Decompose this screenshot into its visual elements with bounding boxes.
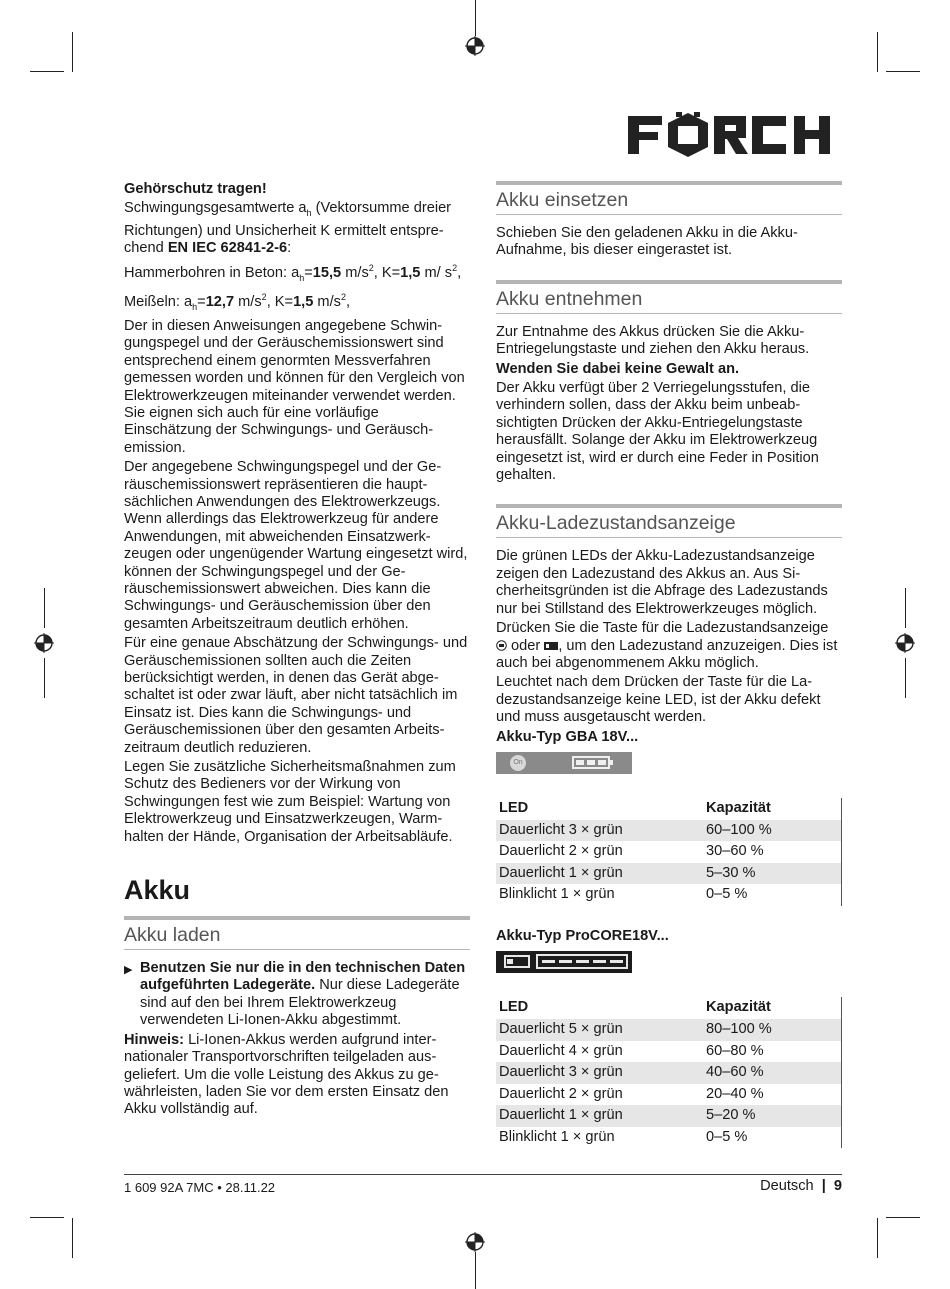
table-row — [496, 841, 842, 863]
led-segment — [576, 760, 584, 765]
registration-mark-icon — [465, 1232, 485, 1252]
table-row — [496, 1105, 842, 1127]
on-button-icon: On — [510, 755, 526, 771]
paragraph: Für eine genaue Abschätzung der Schwingungs- und Geräuschemissionen sollten auch die Zeiten berücksichtigt werden, in denen das Gerät abgeschaltet ist oder zwar läuft, aber nicht tatsächlich im Einsatz ist. Dies kann die Schwingungs- und Geräuschemissionen über den gesamten Arbeitszeitraum deutlich reduzieren. — [124, 635, 468, 756]
table-cell: 40–60 % — [703, 1062, 842, 1084]
crop-mark — [30, 1217, 64, 1218]
paragraph: Leuchtet nach dem Drücken der Taste für die Ladezustandsanzeige keine LED, ist der Akku defekt und muss ausgetauscht werden. — [496, 674, 821, 726]
table-cell: Dauerlicht 3 × grün — [496, 820, 703, 842]
table-row — [496, 863, 842, 885]
hinweis-paragraph: Hinweis: Li-Ionen-Akkus werden aufgrund internationaler Transportvorschriften teilgeladen ausgeliefert. Um die volle Leistung des Akkus zu gewährleisten, laden Sie vor dem ersten Einsatz den Akku vollständig auf. — [124, 1031, 449, 1118]
crop-mark — [877, 1218, 878, 1258]
table-cell: 5–30 % — [703, 863, 842, 885]
led-segment — [542, 960, 555, 963]
table-cell: 5–20 % — [703, 1105, 842, 1127]
bullet-triangle-icon: ▶ — [124, 964, 133, 977]
chiselling-values: Meißeln: $a_h=12,7$ $m/s^2$, K=1,5 $m/s^2$, — [124, 291, 351, 312]
paragraph: Drücken Sie die Taste für die Ladezustandsanzeige oder , um den Ladezustand anzuzeigen. Dies ist auch bei abgenommenem Akku möglich. — [496, 620, 838, 671]
registration-mark-icon — [895, 633, 915, 653]
hearing-protection-heading: Gehörschutz tragen! — [124, 181, 267, 197]
language-label: Deutsch — [760, 1178, 814, 1194]
crop-mark — [475, 1252, 476, 1289]
crop-mark — [877, 32, 878, 72]
brand-logo — [628, 112, 842, 158]
table-cell: Dauerlicht 1 × grün — [496, 863, 703, 885]
charge-button-icon — [496, 640, 507, 651]
battery-button-icon — [544, 642, 558, 650]
table-header-cell: Kapazität — [703, 798, 842, 820]
crop-mark — [30, 71, 64, 72]
table-cell: 20–40 % — [703, 1084, 842, 1106]
document-code: 1 609 92A 7MC • 28.11.22 — [124, 1180, 276, 1195]
page-number-area — [760, 1178, 842, 1194]
section-header-einsetzen: Akku einsetzen — [496, 181, 842, 215]
table-cell: Dauerlicht 5 × grün — [496, 1019, 703, 1041]
vibration-intro: Schwingungsgesamtwerte $a_h$ (Vektorsumme dreier Richtungen) und Unsicherheit K ermittelt entsprechend EN IEC 62841-2-6: — [124, 200, 452, 257]
table-row — [496, 1041, 842, 1063]
table-header-cell: LED — [499, 999, 529, 1016]
battery-type-1-title: Akku-Typ GBA 18V... — [496, 728, 639, 745]
crop-mark — [475, 0, 476, 36]
table-cell: Dauerlicht 2 × grün — [499, 843, 623, 860]
registration-mark-icon — [465, 36, 485, 56]
crop-mark — [72, 32, 73, 72]
led-segment — [559, 960, 572, 963]
table-row — [496, 1019, 842, 1041]
table-cell: 60–100 % — [703, 820, 842, 842]
battery-type-2-title: Akku-Typ ProCORE18V... — [496, 927, 669, 944]
right-column — [496, 181, 842, 1148]
bullet-item: ▶ Benutzen Sie nur die in den technischen Daten aufgeführten Ladegeräte. Nur diese Ladegeräte sind auf den bei Ihrem Elektrowerkzeug verwendeten Li-Ionen-Akku abgestimmt. — [124, 960, 466, 1029]
table-row — [496, 820, 842, 842]
table-cell: 30–60 % — [703, 841, 842, 863]
paragraph: Der in diesen Anweisungen angegebene Schwingungspegel und der Geräuschemissionswert sind entsprechend einem genormten Messverfahren gemessen worden und können für den Vergleich von Elektrowerkzeugen miteinander verwendet werden. Sie eignen sich auch für eine vorläufige Einschätzung der Schwingungs- und Geräuschemission. — [124, 317, 465, 456]
led-segment — [593, 960, 606, 963]
table-cell: 80–100 % — [703, 1019, 842, 1041]
table-cell: 60–80 % — [703, 1041, 842, 1063]
akku-title: Akku — [124, 875, 191, 906]
footer-rule — [124, 1174, 842, 1175]
table-header-cell: Kapazität — [703, 997, 842, 1019]
table-cell: Blinklicht 1 × grün — [499, 1128, 615, 1145]
paragraph: Zur Entnahme des Akkus drücken Sie die Akku-Entriegelungstaste und ziehen den Akku heraus. — [496, 323, 810, 358]
crop-mark — [44, 588, 45, 628]
paragraph: Der Akku verfügt über 2 Verriegelungsstufen, die verhindern sollen, dass der Akku beim unbeabsichtigten Drücken der Akku-Entriegelungstaste herausfällt. Solange der Akku im Elektrowerkzeug eingesetzt ist, wird er durch eine Feder in Position gehalten. — [496, 380, 819, 484]
led-table-procore — [496, 997, 842, 1148]
led-segment — [587, 760, 595, 765]
table-cell: Dauerlicht 3 × grün — [496, 1062, 703, 1084]
table-row — [496, 1084, 842, 1106]
table-header-row — [496, 798, 842, 820]
table-cell: Dauerlicht 1 × grün — [496, 1105, 703, 1127]
led-table-gba — [496, 798, 842, 906]
left-column — [124, 181, 470, 1121]
table-row — [496, 1127, 842, 1149]
section-header-laden: Akku laden — [124, 916, 470, 950]
battery-gauge-gba — [496, 752, 632, 774]
paragraph: Der angegebene Schwingungspegel und der Geräuschemissionswert repräsentieren die hauptsächlichen Anwendungen des Elektrowerkzeugs. Wenn allerdings das Elektrowerkzeug für andere Anwendungen, mit abweichenden Einsatzwerkzeugen oder ungenügender Wartung eingesetzt wird, können der Schwingungspegel und der Geräuschemissionswert abweichen. Dies kann die Schwingungs- und Geräuschemission über den gesamten Arbeitszeitraum deutlich erhöhen. — [124, 459, 468, 632]
paragraph: Schieben Sie den geladenen Akku in die Akku-Aufnahme, bis dieser eingerastet ist. — [496, 225, 798, 259]
crop-mark — [905, 588, 906, 628]
led-segment — [610, 960, 623, 963]
section-header-entnehmen: Akku entnehmen — [496, 280, 842, 314]
paragraph: Legen Sie zusätzliche Sicherheitsmaßnahmen zum Schutz des Bedieners vor der Wirkung von Schwingungen fest wie zum Beispiel: Wartung von Elektrowerkzeug und Einsatzwerkzeugen, Warmhalten der Hände, Organisation der Arbeitsabläufe. — [124, 759, 456, 845]
crop-mark — [72, 1218, 73, 1258]
led-segment — [576, 960, 589, 963]
battery-terminal — [610, 760, 613, 765]
table-row — [496, 884, 842, 906]
crop-mark — [44, 658, 45, 698]
table-header-cell: LED — [499, 800, 529, 817]
crop-mark — [905, 658, 906, 698]
page-number: 9 — [833, 1178, 842, 1194]
hammer-drilling-values: Hammerbohren in Beton: $a_h=15,5$ $m/s^2$, K=1,5 m/ $s^2$, — [124, 262, 462, 283]
battery-gauge-procore — [496, 951, 632, 973]
table-header-row — [496, 997, 842, 1019]
table-cell: Dauerlicht 4 × grün — [499, 1042, 623, 1059]
crop-mark — [886, 1217, 920, 1218]
led-segment — [507, 959, 513, 964]
section-header-ladezustand: Akku-Ladezustandsanzeige — [496, 504, 842, 538]
warning-text: Wenden Sie dabei keine Gewalt an. — [496, 360, 740, 377]
registration-mark-icon — [34, 633, 54, 653]
table-row — [496, 1062, 842, 1084]
table-cell: Blinklicht 1 × grün — [499, 886, 615, 903]
table-cell: 0–5 % — [703, 1127, 842, 1149]
paragraph: Die grünen LEDs der Akku-Ladezustandsanzeige zeigen den Ladezustand des Akkus an. Aus Sicherheitsgründen ist die Abfrage des Ladezustands nur bei Stillstand des Elektrowerkzeuges möglich. — [496, 548, 828, 617]
table-cell: 0–5 % — [703, 884, 842, 906]
led-segment — [598, 760, 606, 765]
crop-mark — [886, 71, 920, 72]
separator: | — [821, 1178, 826, 1194]
table-cell: Dauerlicht 2 × grün — [499, 1085, 623, 1102]
